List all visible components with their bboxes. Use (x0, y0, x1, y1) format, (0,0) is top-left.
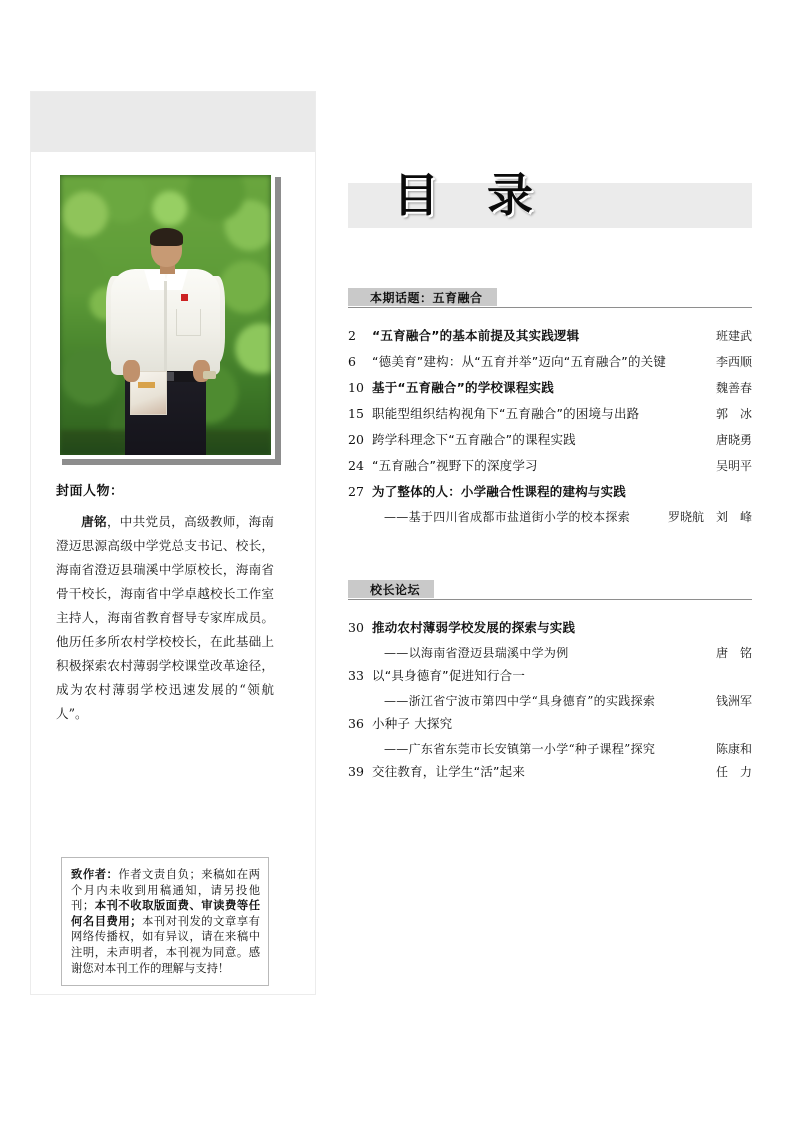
toc-entry[interactable] (348, 666, 752, 716)
toc-article-title: 推动农村薄弱学校发展的探索与实践 (372, 620, 576, 635)
toc-entry[interactable] (348, 762, 752, 788)
section-chip (348, 580, 434, 598)
toc-entry-subline (348, 644, 752, 668)
section-chip (348, 288, 497, 306)
cover-person-panel (31, 92, 315, 994)
toc-entry-line (348, 482, 752, 508)
toc-page-number: 6 (348, 354, 356, 369)
toc-article-subtitle: ——基于四川省成都市盐道街小学的校本探索 (384, 510, 631, 524)
toc-page-number: 33 (348, 668, 364, 683)
toc-entry[interactable] (348, 482, 752, 532)
toc-entry-line (348, 456, 752, 482)
party-emblem-badge (181, 294, 188, 301)
toc-entry[interactable] (348, 404, 752, 430)
note-part-2: 本刊对刊发的文章享有网络传播权，如有异议，请在来稿中注明，未声明者，本刊视为同意。感谢您对本刊工作的理解与支持！ (71, 914, 260, 975)
note-emphasis: 本刊不收取版面费、审读费等任何名目费用； (71, 898, 260, 928)
shirt-pocket (176, 309, 201, 335)
toc-page-number: 39 (348, 764, 364, 779)
toc-article-title: 职能型组织结构视角下“五育融合”的困境与出路 (372, 406, 640, 421)
toc-entry-line (348, 404, 752, 430)
toc-entry-subline (348, 508, 752, 532)
toc-entry-line (348, 326, 752, 352)
toc-entry-line (348, 430, 752, 456)
toc-author: 陈康和 (715, 742, 752, 756)
toc-article-title: 为了整体的人：小学融合性课程的建构与实践 (372, 484, 627, 499)
toc-article-title: 小种子 大探究 (372, 716, 453, 731)
cover-person-bio: 唐铭，中共党员，高级教师，海南澄迈思源高级中学党总支书记、校长，海南省澄迈县瑞溪中学原校长，海南省骨干校长，海南省中学卓越校长工作室主持人，海南省教育督导专家库成员。他历任多所农村学校校长，在此基础上积极探索农村薄弱学校课堂改革途径，成为农村薄弱学校迅速发展的“领航人”。 (56, 514, 275, 721)
toc-entry[interactable] (348, 378, 752, 404)
cover-person-heading: 封面人物： (56, 484, 124, 499)
toc-page-number: 2 (348, 328, 356, 343)
photo-frame (56, 171, 275, 459)
section-label: 本期话题：五育融合 (370, 290, 483, 305)
note-to-authors-text (71, 867, 260, 976)
toc-entry[interactable] (348, 456, 752, 482)
toc-article-subtitle: ——广东省东莞市长安镇第一小学“种子课程”探究 (384, 742, 656, 756)
section-header-section-topic (348, 288, 752, 308)
toc-page-number: 15 (348, 406, 364, 421)
toc-page-number: 24 (348, 458, 364, 473)
toc-entry-line (348, 352, 752, 378)
note-label: 致作者： (71, 867, 119, 881)
toc-article-subtitle: ——浙江省宁波市第四中学“具身德育”的实践探索 (384, 694, 656, 708)
toc-entry-subline (348, 740, 752, 764)
toc-author: 任 力 (715, 765, 752, 779)
toc-entry-line (348, 762, 752, 788)
toc-article-title: “五育融合”视野下的深度学习 (372, 458, 538, 473)
toc-author: 唐晓勇 (715, 433, 752, 447)
wrist-watch (203, 371, 216, 379)
toc-entry[interactable] (348, 618, 752, 668)
cover-person-photo-wrapper (56, 171, 275, 459)
section-rule (348, 599, 752, 600)
hair (150, 228, 184, 246)
toc-article-title: 跨学科理念下“五育融合”的课程实践 (372, 432, 576, 447)
toc-author: 李西顺 (715, 355, 752, 369)
toc-entry-line (348, 378, 752, 404)
section-header-section-principal-forum (348, 580, 752, 600)
toc-article-title: 以“具身德育”促进知行合一 (372, 668, 526, 683)
panel-header-band (31, 92, 315, 152)
note-part-1: 作者文责自负；来稿如在两个月内未收到用稿通知，请另投他刊； (71, 868, 260, 913)
toc-page-number: 20 (348, 432, 364, 447)
toc-author: 罗晓航 刘 峰 (667, 510, 752, 524)
section-rule (348, 307, 752, 308)
note-to-authors-box (61, 857, 269, 986)
toc-article-title: “五育融合”的基本前提及其实践逻辑 (372, 328, 580, 343)
toc-entry-line (348, 618, 752, 644)
toc-article-title: 基于“五育融合”的学校课程实践 (372, 380, 554, 395)
toc-article-title: 交往教育，让学生“活”起来 (372, 764, 526, 779)
toc-page-number: 10 (348, 380, 364, 395)
shirt-placket (164, 281, 167, 373)
toc-page-number: 36 (348, 716, 364, 731)
toc-author: 唐 铭 (715, 646, 752, 660)
toc-author: 班建武 (715, 329, 752, 343)
toc-entry[interactable] (348, 352, 752, 378)
toc-entry[interactable] (348, 430, 752, 456)
toc-article-title: “德美育”建构：从“五育并举”迈向“五育融合”的关键 (372, 354, 667, 369)
toc-entry-line (348, 714, 752, 740)
toc-page-number: 30 (348, 620, 364, 635)
table-of-contents-column (348, 0, 752, 1134)
toc-entry[interactable] (348, 326, 752, 352)
toc-entry[interactable] (348, 714, 752, 764)
toc-title-block (348, 168, 752, 228)
left-hand (123, 360, 140, 382)
cover-person-photo (60, 175, 271, 455)
toc-entry-line (348, 666, 752, 692)
toc-author: 魏善春 (715, 381, 752, 395)
toc-entry-subline (348, 692, 752, 716)
toc-author: 郭 冰 (715, 407, 752, 421)
book-detail (138, 382, 155, 388)
page-title: 目 录 (393, 168, 550, 222)
toc-author: 吴明平 (715, 459, 752, 473)
toc-page-number: 27 (348, 484, 364, 499)
section-label: 校长论坛 (370, 582, 421, 597)
toc-article-subtitle: ——以海南省澄迈县瑞溪中学为例 (384, 646, 569, 660)
person-figure (60, 175, 271, 455)
toc-author: 钱洲军 (715, 694, 752, 708)
cover-person-name: 唐铭 (81, 514, 107, 529)
